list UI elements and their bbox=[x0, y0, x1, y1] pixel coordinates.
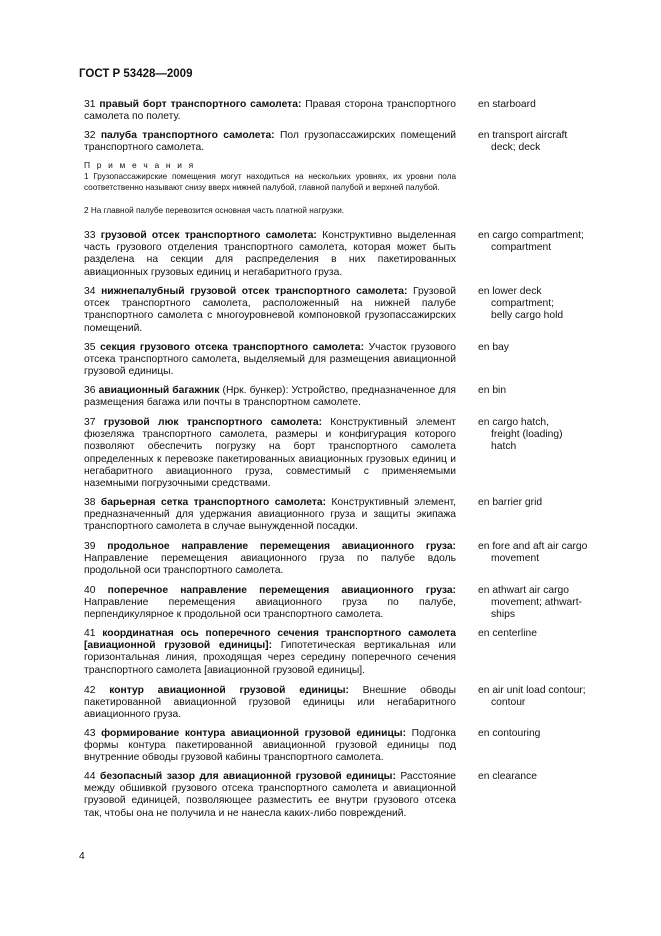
en-equivalent-39: en fore and aft air cargo movement bbox=[478, 541, 588, 565]
note-2: 2 На главной палубе перевозится основная часть платной нагрузки. bbox=[84, 206, 345, 215]
en-equivalent-31: en starboard bbox=[478, 99, 536, 110]
term-entry-38 bbox=[84, 497, 456, 534]
term-definition: Грузовой отсек транспортного самолета, расположенный на нижней палубе транспортного самолета с многоуровневой компоновкой грузопассажирских помещений. bbox=[84, 286, 456, 334]
term-number: 37 bbox=[84, 417, 96, 428]
term-title: палуба транспортного самолета: bbox=[100, 130, 275, 141]
term-number: 38 bbox=[84, 497, 96, 508]
term-title: поперечное направление перемещения авиационного груза: bbox=[107, 585, 456, 596]
term-title: безопасный зазор для авиационной грузовой единицы: bbox=[99, 771, 396, 782]
term-entry-37 bbox=[84, 417, 456, 490]
page-number: 4 bbox=[79, 851, 85, 862]
term-definition: Конструктивный элемент, предназначенный для удержания авиационного груза и защиты экипажа транспортного самолета в случае вынужденной посадки. bbox=[84, 497, 456, 533]
term-definition: Пол грузопассажирских помещений транспортного самолета. bbox=[84, 130, 456, 154]
term-title: формирование контура авиационной грузовой единицы: bbox=[101, 728, 407, 739]
en-equivalent-40: en athwart air cargo movement; athwart- ships bbox=[478, 585, 582, 621]
term-title: авиационный багажник bbox=[98, 385, 220, 396]
en-equivalent-35: en bay bbox=[478, 342, 509, 353]
en-equivalent-32: en transport aircraft deck; deck bbox=[478, 130, 568, 154]
term-number: 41 bbox=[84, 628, 96, 639]
term-entry-42 bbox=[84, 685, 456, 722]
term-number: 32 bbox=[84, 130, 96, 141]
term-number: 35 bbox=[84, 342, 96, 353]
term-definition: Внешние обводы пакетированной авиационной грузовой единицы или негабаритного авиационного груза. bbox=[84, 685, 456, 721]
en-equivalent-36: en bin bbox=[478, 385, 507, 396]
term-title: грузовой отсек транспортного самолета: bbox=[100, 230, 317, 241]
term-number: 34 bbox=[84, 286, 96, 297]
en-equivalent-33: en cargo compartment; compartment bbox=[478, 230, 584, 254]
term-number: 31 bbox=[84, 99, 96, 110]
term-number: 33 bbox=[84, 230, 96, 241]
term-title: правый борт транспортного самолета: bbox=[99, 99, 302, 110]
term-definition: Конструктивный элемент фюзеляжа транспортного самолета, размеры и конфигурация которого позволяют обеспечить погрузку на борт транспортного самолета определенных к перевозке пакетированных авиационных грузовых единиц и негабаритного авиационного груза, совместимый с применяемыми наземными погрузочными средствами. bbox=[84, 417, 456, 490]
term-definition: Участок грузового отсека транспортного самолета, выделяемый для размещения авиационной грузовой единицы. bbox=[84, 342, 456, 378]
term-definition: Гипотетическая вертикальная или горизонтальная линия, проходящая через середину поперечного сечения транспортного самолета [авиационной грузовой единицы]. bbox=[84, 640, 456, 676]
term-definition: Направление перемещения авиационного груза по палубе вдоль продольной оси транспортного самолета. bbox=[84, 553, 456, 577]
term-number: 42 bbox=[84, 685, 96, 696]
term-entry-43 bbox=[84, 728, 456, 765]
term-title: продольное направление перемещения авиационного груза: bbox=[107, 541, 456, 552]
en-equivalent-38: en barrier grid bbox=[478, 497, 543, 508]
term-title: секция грузового отсека транспортного самолета: bbox=[100, 342, 365, 353]
term-title: контур авиационной грузовой единицы: bbox=[109, 685, 349, 696]
term-entry-35 bbox=[84, 342, 456, 379]
term-entry-39 bbox=[84, 541, 456, 578]
term-definition: (Нрк. бункер): Устройство, предназначенное для размещения багажа или почты в транспортном самолете. bbox=[84, 385, 457, 409]
term-title: нижнепалубный грузовой отсек транспортного самолета: bbox=[101, 286, 408, 297]
term-entry-40 bbox=[84, 585, 456, 622]
term-entry-36 bbox=[84, 385, 456, 409]
term-title: координатная ось поперечного сечения транспортного самолета [авиационной грузовой единицы]: bbox=[84, 628, 456, 652]
term-title: барьерная сетка транспортного самолета: bbox=[100, 497, 327, 508]
term-number: 39 bbox=[84, 541, 96, 552]
en-equivalent-44: en clearance bbox=[478, 771, 537, 782]
term-number: 40 bbox=[84, 585, 96, 596]
term-number: 43 bbox=[84, 728, 96, 739]
note-1: 1 Грузопассажирские помещения могут находиться на нескольких уровнях, их уровни пола соответственно называют снизу вверх нижней палубой, главной палубой и верхней палубой. bbox=[84, 172, 456, 192]
en-equivalent-34: en lower deck compartment; belly cargo hold bbox=[478, 286, 564, 322]
term-number: 36 bbox=[84, 385, 96, 396]
term-entry-33 bbox=[84, 230, 456, 279]
term-entry-34 bbox=[84, 286, 456, 335]
term-definition: Направление перемещения авиационного груза по палубе, перпендикулярное к продольной оси транспортного самолета. bbox=[84, 597, 456, 621]
term-definition: Конструктивно выделенная часть грузового отделения транспортного самолета, которая может быть разделена на секции для распределения в них пакетированных авиационных грузовых единиц и негабаритного груза. bbox=[84, 230, 456, 278]
term-entry-41 bbox=[84, 628, 456, 677]
en-equivalent-43: en contouring bbox=[478, 728, 541, 739]
term-definition: Расстояние между обшивкой грузового отсека транспортного самолета и авиационной грузовой единицей, позволяющее разместить ее внутри грузового отсека так, чтобы она не получила и не нанесла каких-либо повреждений. bbox=[84, 771, 456, 819]
term-title: грузовой люк транспортного самолета: bbox=[103, 417, 323, 428]
en-equivalent-37: en cargo hatch, freight (loading) hatch bbox=[478, 417, 563, 453]
term-number: 44 bbox=[84, 771, 96, 782]
en-equivalent-42: en air unit load contour; contour bbox=[478, 685, 586, 709]
term-definition: Правая сторона транспортного самолета по полету. bbox=[84, 99, 456, 123]
term-entry-32 bbox=[84, 130, 456, 154]
term-entry-31 bbox=[84, 99, 456, 123]
document-header: ГОСТ Р 53428—2009 bbox=[79, 68, 193, 80]
notes-heading: П р и м е ч а н и я bbox=[84, 160, 196, 170]
term-entry-44 bbox=[84, 771, 456, 820]
en-equivalent-41: en centerline bbox=[478, 628, 537, 639]
term-definition: Подгонка формы контура пакетированной авиационной грузовой единицы под внутренние обводы грузовой кабины транспортного самолета. bbox=[84, 728, 456, 764]
